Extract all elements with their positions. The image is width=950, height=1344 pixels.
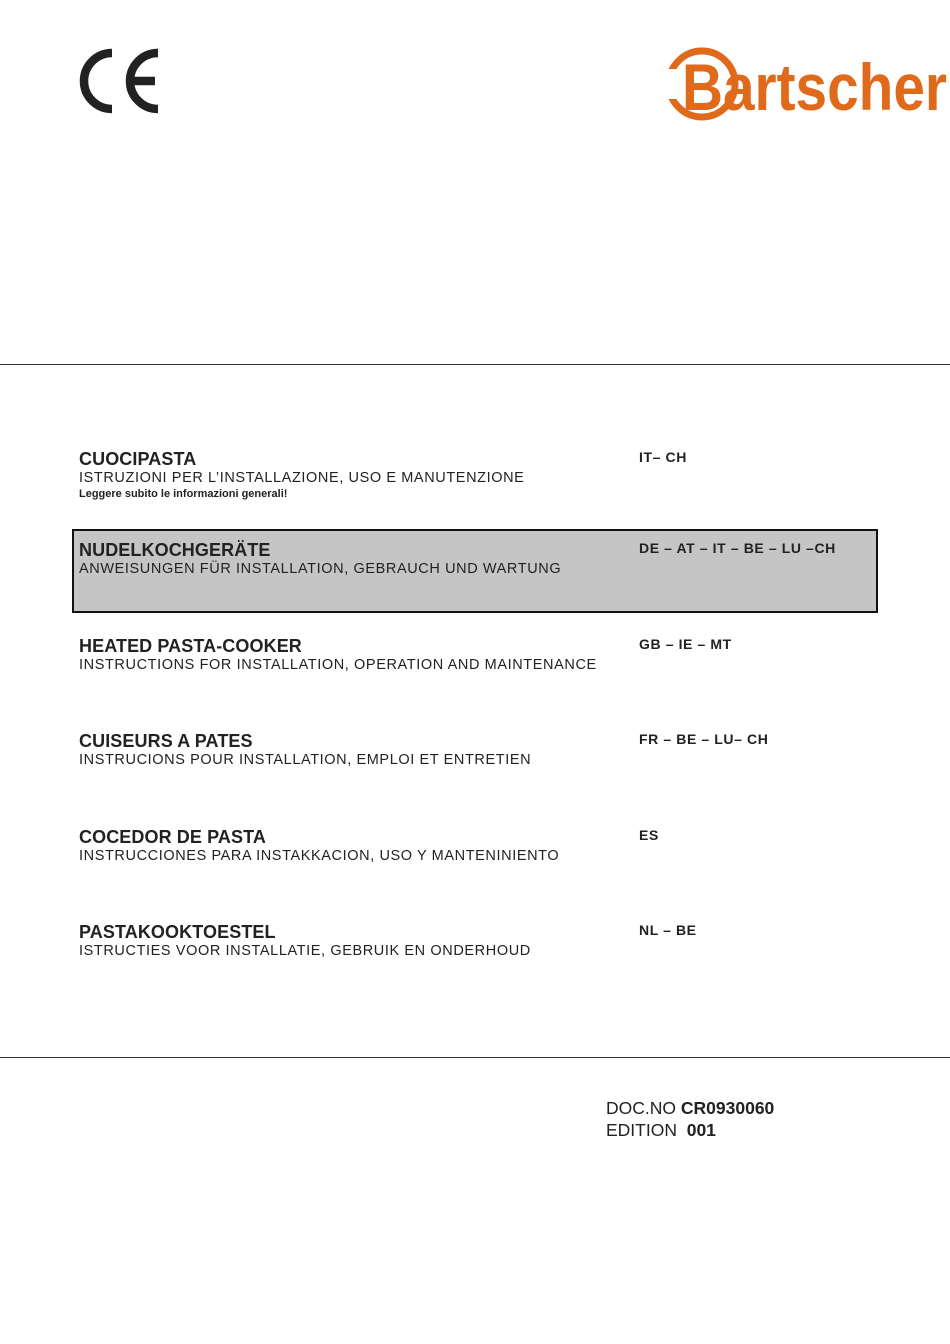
section-countries: NL – BE bbox=[639, 922, 697, 938]
document-info bbox=[606, 1097, 774, 1141]
section-countries: DE – AT – IT – BE – LU –CH bbox=[639, 540, 836, 556]
edition-value: 001 bbox=[686, 1120, 716, 1140]
section-countries: ES bbox=[639, 827, 659, 843]
top-divider bbox=[0, 364, 950, 365]
section-countries: GB – IE – MT bbox=[639, 636, 732, 652]
section-subtitle: INSTRUCCIONES PARA INSTAKKACION, USO Y MANTENINIENTO bbox=[79, 848, 560, 864]
brand-wordmark: Bartscher bbox=[682, 51, 947, 126]
bottom-divider bbox=[0, 1057, 950, 1058]
edition-line bbox=[606, 1119, 774, 1141]
doc-number-line bbox=[606, 1097, 774, 1119]
section-countries: FR – BE – LU– CH bbox=[639, 731, 769, 747]
section-title: CUOCIPASTA bbox=[79, 449, 197, 469]
section-title: CUISEURS A PATES bbox=[79, 731, 253, 751]
bartscher-logo bbox=[664, 44, 947, 126]
section-countries: IT– CH bbox=[639, 449, 687, 465]
section-title: HEATED PASTA-COOKER bbox=[79, 636, 302, 656]
section-title: NUDELKOCHGERÄTE bbox=[79, 540, 271, 560]
section-subtitle: INSTRUCTIONS FOR INSTALLATION, OPERATION AND MAINTENANCE bbox=[79, 657, 597, 673]
ce-mark-icon bbox=[76, 44, 166, 118]
doc-number-value: CR0930060 bbox=[680, 1098, 775, 1118]
doc-number-label: DOC.NO bbox=[606, 1098, 676, 1118]
section-title: COCEDOR DE PASTA bbox=[79, 827, 266, 847]
section-title: PASTAKOOKTOESTEL bbox=[79, 922, 276, 942]
section-subtitle: ANWEISUNGEN FÜR INSTALLATION, GEBRAUCH UND WARTUNG bbox=[79, 561, 562, 577]
section-subtitle: ISTRUZIONI PER L’INSTALLAZIONE, USO E MANUTENZIONE bbox=[79, 470, 525, 486]
section-subtitle: INSTRUCIONS POUR INSTALLATION, EMPLOI ET ENTRETIEN bbox=[79, 752, 532, 768]
section-subtitle: ISTRUCTIES VOOR INSTALLATIE, GEBRUIK EN ONDERHOUD bbox=[79, 943, 531, 959]
edition-label: EDITION bbox=[606, 1120, 677, 1140]
section-note: Leggere subito le informazioni generali! bbox=[79, 488, 288, 500]
